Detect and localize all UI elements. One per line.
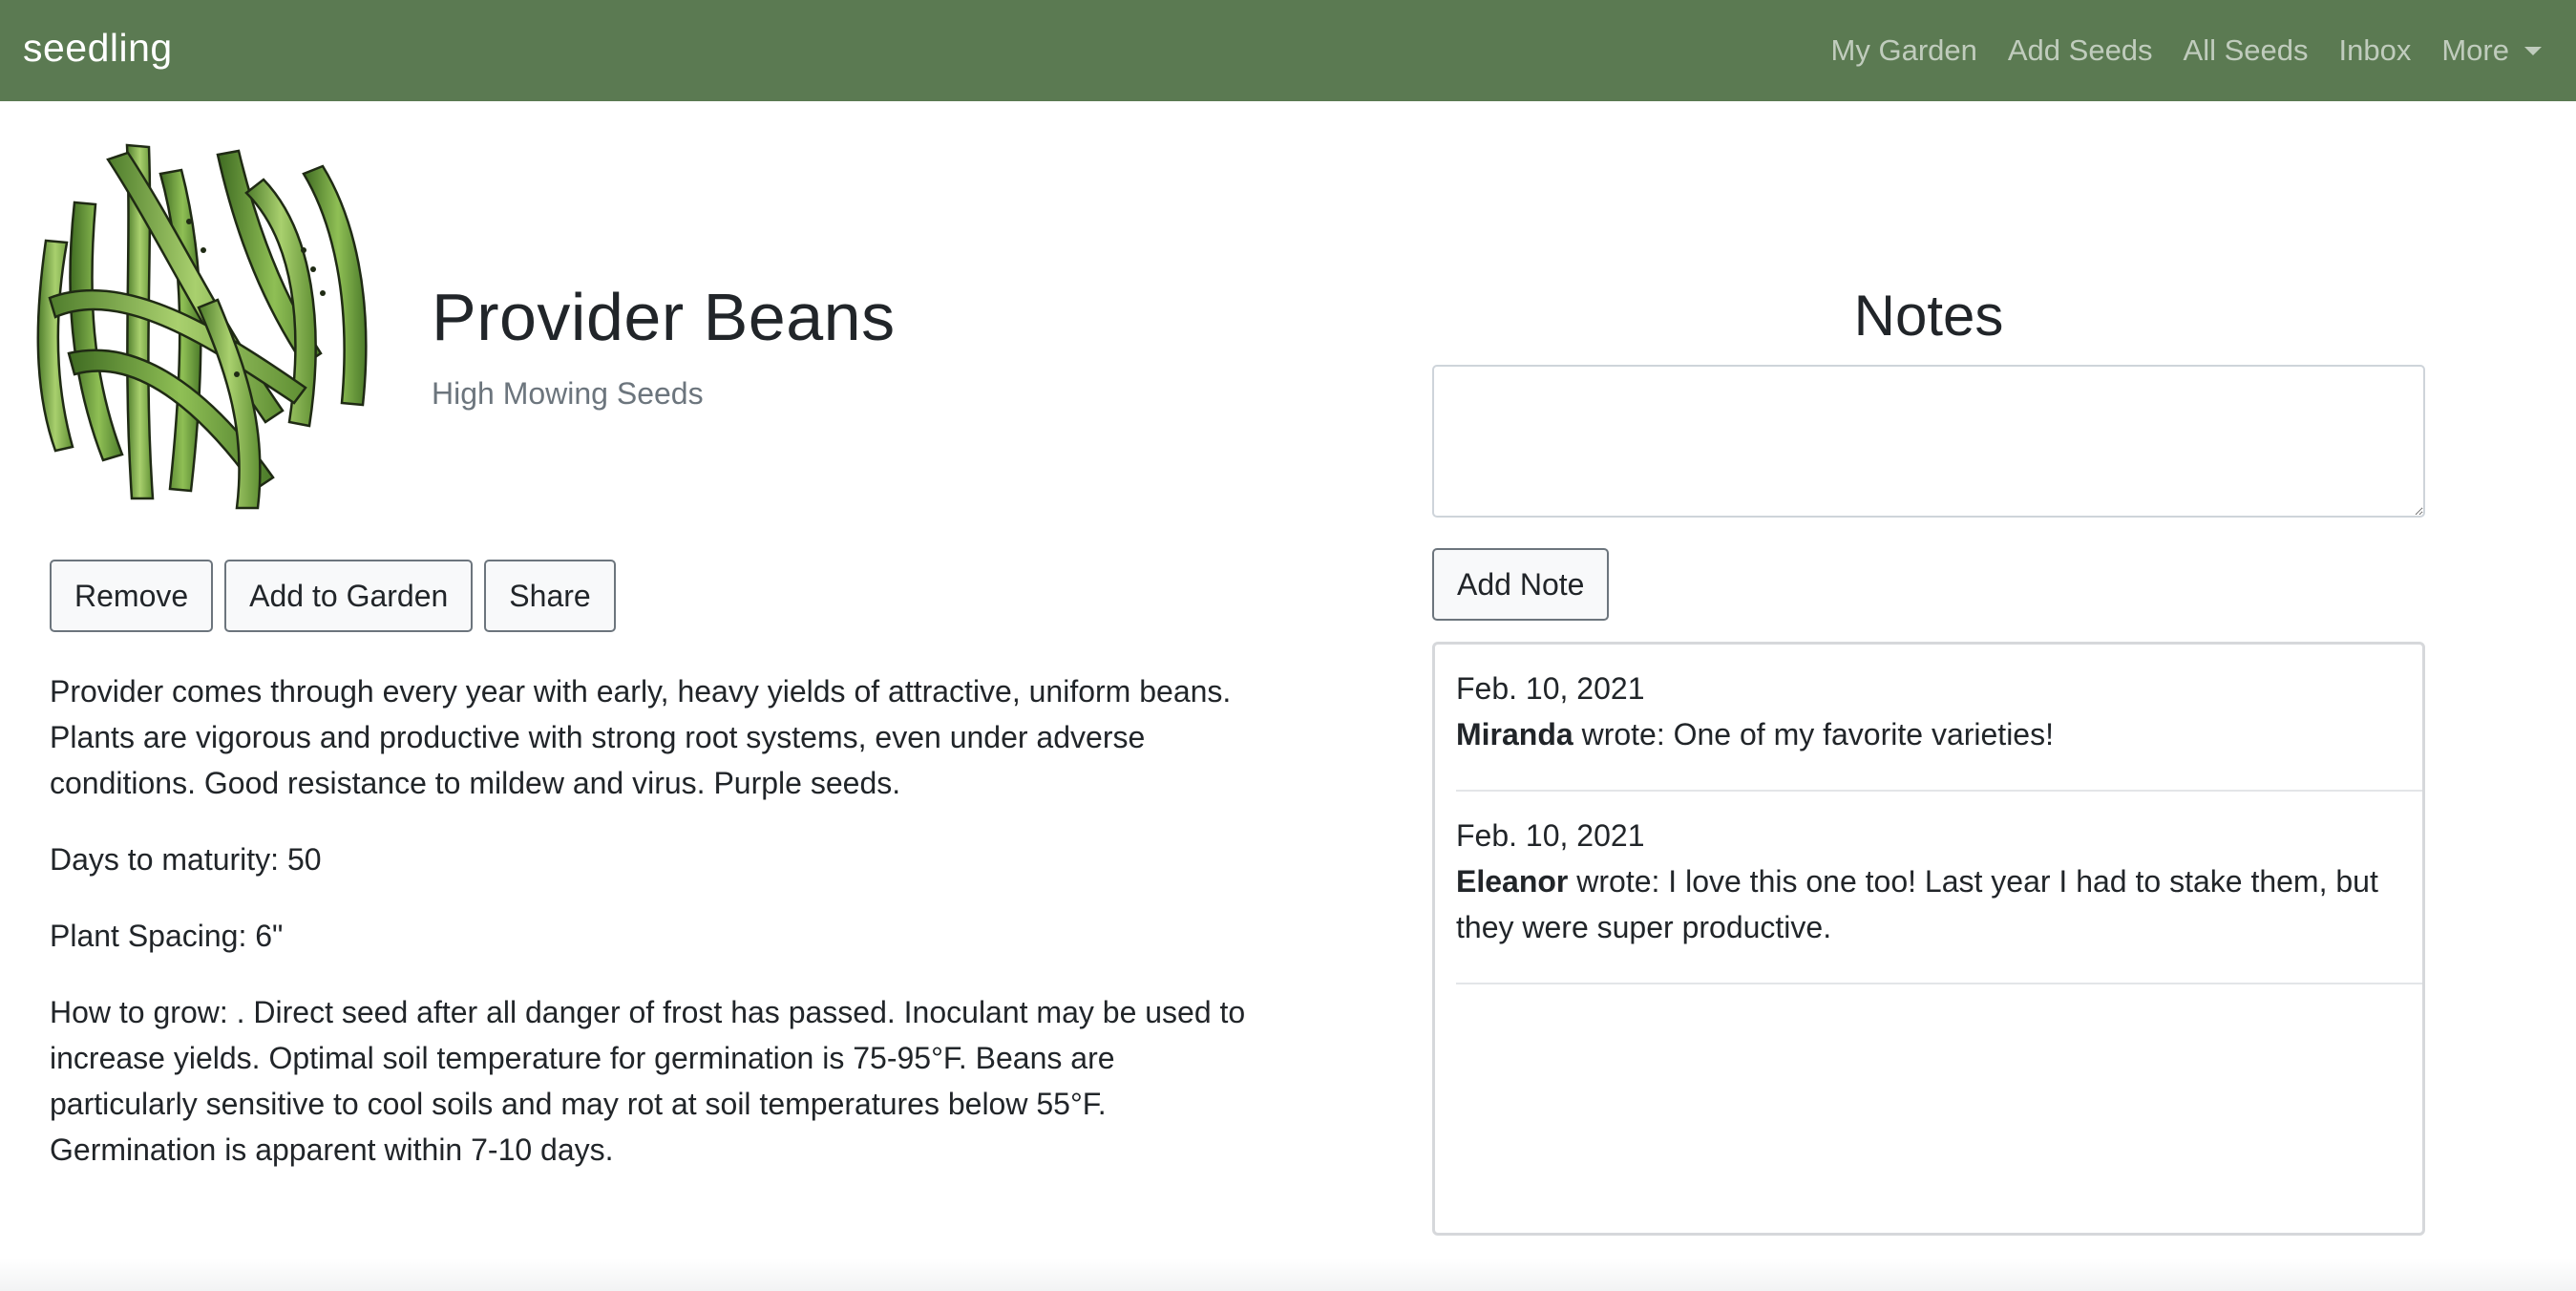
- plant-spacing: Plant Spacing: 6": [50, 919, 284, 953]
- remove-button[interactable]: Remove: [50, 560, 213, 632]
- days-to-maturity: Days to maturity: 50: [50, 842, 322, 877]
- nav-more-dropdown[interactable]: [2441, 33, 2542, 68]
- nav-inbox[interactable]: Inbox: [2338, 33, 2412, 67]
- seed-details: [50, 668, 1262, 1203]
- chevron-down-icon: [2524, 47, 2542, 55]
- green-beans-image: [17, 136, 390, 516]
- brand-logo[interactable]: seedling: [23, 26, 173, 70]
- seed-company: High Mowing Seeds: [432, 376, 704, 411]
- seed-actions: [50, 560, 616, 632]
- note-item: [1456, 792, 2422, 984]
- note-wrote-label: wrote:: [1568, 864, 1669, 899]
- note-date: Feb. 10, 2021: [1456, 818, 1645, 853]
- note-text: One of my favorite varieties!: [1673, 717, 2054, 751]
- note-wrote-label: wrote:: [1573, 717, 1674, 751]
- add-note-button[interactable]: Add Note: [1432, 548, 1609, 621]
- note-author: Miranda: [1456, 717, 1573, 751]
- note-text: I love this one too! Last year I had to stake them, but they were super productive.: [1456, 864, 2378, 944]
- nav-links: [1831, 0, 2542, 101]
- notes-list[interactable]: [1432, 642, 2425, 1236]
- seed-title: Provider Beans: [432, 280, 896, 354]
- how-to-grow: How to grow: . Direct seed after all danger of frost has passed. Inoculant may be used to increase yields. Optimal soil temperature for germination is 75-95°F. Beans are particularly sensitive to cool soils and may rot at soil temperatures below 55°F. Germination is apparent within 7-10 days.: [50, 995, 1246, 1167]
- note-input[interactable]: [1432, 365, 2425, 518]
- notes-heading: Notes: [1853, 284, 2004, 348]
- note-author: Eleanor: [1456, 864, 1569, 899]
- nav-add-seeds[interactable]: Add Seeds: [2007, 33, 2153, 67]
- nav-all-seeds[interactable]: All Seeds: [2183, 33, 2309, 67]
- note-body: [1456, 711, 2405, 757]
- share-button[interactable]: Share: [484, 560, 615, 632]
- add-to-garden-button[interactable]: Add to Garden: [224, 560, 473, 632]
- nav-more-label: More: [2441, 33, 2509, 67]
- note-date: Feb. 10, 2021: [1456, 671, 1645, 706]
- note-item: [1456, 645, 2422, 792]
- nav-my-garden[interactable]: My Garden: [1830, 33, 1977, 67]
- note-body: [1456, 858, 2405, 950]
- seed-description: Provider comes through every year with early, heavy yields of attractive, uniform beans. Plants are vigorous and productive with strong root systems, even under adverse conditions. Good resistance to mildew and virus. Purple seeds.: [50, 674, 1232, 800]
- navbar: [0, 0, 2576, 101]
- page-bottom-shadow: [0, 1259, 2576, 1291]
